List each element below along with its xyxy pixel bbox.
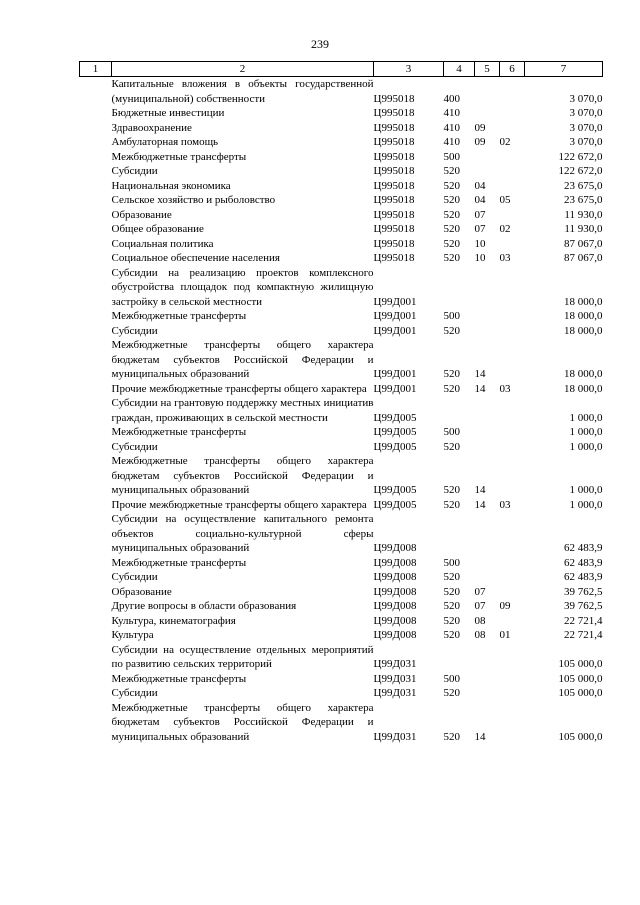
table-row	[80, 585, 603, 600]
row-name: Прочие межбюджетные трансферты общего характера	[111, 498, 367, 511]
budget-table	[79, 61, 603, 744]
row-code: Ц99Д008	[373, 542, 417, 554]
row-amount: 62 483,9	[564, 556, 603, 569]
row-subsection	[500, 512, 525, 556]
row-name: Культура	[111, 629, 154, 641]
row-section	[475, 324, 500, 339]
table-row	[80, 121, 603, 136]
row-name: Субсидии	[111, 687, 158, 699]
row-name: Межбюджетные трансферты	[111, 556, 247, 569]
row-name: Субсидии	[111, 324, 158, 337]
row-amount: 3 070,0	[569, 136, 603, 148]
row-amount: 23 675,0	[564, 179, 603, 192]
header-cell: 5	[475, 62, 500, 77]
row-section	[475, 440, 500, 455]
row-name: Национальная экономика	[111, 179, 231, 192]
row-amount: 105 000,0	[558, 672, 603, 685]
row-section	[475, 150, 500, 165]
row-code: Ц99Д001	[373, 295, 417, 308]
row-expense-type: 520	[443, 687, 460, 699]
table-row	[80, 512, 603, 556]
row-amount: 1 000,0	[569, 440, 603, 453]
row-name: Бюджетные инвестиции	[111, 107, 225, 119]
table-row	[80, 309, 603, 324]
row-subsection: 02	[499, 136, 511, 148]
row-code: Ц99Д008	[373, 556, 417, 569]
row-amount: 87 067,0	[564, 237, 603, 250]
row-expense-type: 500	[443, 556, 460, 569]
row-name: Амбулаторная помощь	[111, 136, 219, 148]
row-section: 07	[474, 208, 486, 221]
row-amount: 1 000,0	[569, 426, 603, 438]
row-expense-type: 520	[443, 252, 460, 264]
row-expense-type: 520	[443, 484, 460, 496]
table-row	[80, 338, 603, 382]
row-amount: 22 721,4	[564, 614, 603, 627]
row-section: 14	[474, 368, 486, 380]
row-amount: 11 930,0	[564, 208, 603, 221]
row-name: Субсидии	[111, 440, 158, 453]
table-row	[80, 556, 603, 571]
table-row	[80, 164, 603, 179]
header-row	[80, 62, 603, 77]
row-expense-type: 410	[443, 107, 460, 119]
table-row	[80, 425, 603, 440]
row-expense-type: 520	[443, 571, 460, 583]
row-name: Межбюджетные трансферты общего характера бюджетам субъектов Российской Федерации и муниципальных образований	[111, 339, 374, 380]
row-amount: 23 675,0	[564, 194, 603, 206]
row-code: Ц99Д008	[373, 600, 417, 612]
row-amount: 18 000,0	[564, 295, 603, 308]
row-name: Общее образование	[111, 223, 204, 235]
row-code: Ц995018	[373, 136, 415, 148]
row-code: Ц995018	[373, 223, 415, 235]
header-cell: 6	[500, 62, 525, 77]
row-subsection	[500, 440, 525, 455]
row-name: Здравоохранение	[111, 121, 192, 134]
row-code: Ц995018	[373, 165, 415, 177]
table-row	[80, 686, 603, 701]
row-subsection	[500, 585, 525, 600]
row-expense-type: 520	[443, 730, 460, 743]
row-name: Межбюджетные трансферты	[111, 310, 247, 322]
row-subsection	[500, 701, 525, 745]
row-expense-type: 410	[443, 121, 460, 134]
row-expense-type: 410	[443, 136, 460, 148]
table-row	[80, 628, 603, 643]
row-code: Ц99Д008	[373, 585, 417, 598]
row-section: 09	[474, 136, 486, 148]
row-section: 07	[474, 223, 486, 235]
row-code: Ц995018	[373, 208, 415, 221]
table-row	[80, 193, 603, 208]
header-cell: 4	[444, 62, 475, 77]
table-row	[80, 498, 603, 513]
row-code: Ц99Д005	[373, 440, 417, 453]
row-subsection	[500, 396, 525, 425]
row-expense-type: 520	[443, 237, 460, 250]
row-code: Ц995018	[373, 121, 415, 134]
row-name: Субсидии	[111, 165, 158, 177]
row-section	[475, 556, 500, 571]
row-expense-type	[444, 266, 475, 310]
row-subsection	[500, 556, 525, 571]
row-subsection	[500, 672, 525, 687]
row-subsection	[500, 309, 525, 324]
row-subsection	[500, 570, 525, 585]
row-amount: 105 000,0	[558, 730, 603, 743]
row-section: 04	[474, 179, 486, 192]
row-expense-type	[444, 512, 475, 556]
row-subsection	[500, 208, 525, 223]
row-code: Ц99Д031	[373, 687, 417, 699]
row-section: 14	[474, 730, 486, 743]
row-subsection	[500, 77, 525, 107]
row-subsection	[500, 338, 525, 382]
row-code: Ц995018	[373, 107, 415, 119]
row-amount: 87 067,0	[564, 252, 603, 264]
row-subsection: 03	[499, 498, 511, 511]
row-subsection	[500, 324, 525, 339]
row-name: Капитальные вложения в объекты государственной (муниципальной) собственности	[111, 78, 374, 105]
row-name: Образование	[111, 585, 172, 598]
row-expense-type: 400	[443, 92, 460, 105]
table-row	[80, 135, 603, 150]
row-code: Ц99Д005	[373, 426, 417, 438]
row-amount: 1 000,0	[569, 498, 603, 511]
table-row	[80, 222, 603, 237]
page-number: 239	[311, 37, 329, 51]
row-expense-type: 500	[443, 310, 460, 322]
table-row	[80, 454, 603, 498]
row-section: 10	[474, 237, 486, 250]
row-expense-type: 500	[443, 150, 460, 163]
row-amount: 3 070,0	[569, 92, 603, 105]
row-section: 07	[474, 585, 486, 598]
row-subsection	[500, 164, 525, 179]
row-subsection	[500, 643, 525, 672]
table-row	[80, 382, 603, 397]
row-subsection	[500, 614, 525, 629]
row-name: Прочие межбюджетные трансферты общего характера	[111, 382, 367, 395]
row-code: Ц99Д001	[373, 324, 417, 337]
row-code: Ц995018	[373, 194, 415, 206]
row-section	[475, 570, 500, 585]
row-subsection	[500, 121, 525, 136]
row-name: Субсидии на реализацию проектов комплексного обустройства площадок под компактную жилищную застройку в сельской местности	[111, 266, 374, 308]
row-amount: 18 000,0	[564, 382, 603, 395]
row-section: 14	[474, 382, 486, 395]
row-subsection: 09	[499, 600, 511, 612]
row-expense-type: 520	[443, 440, 460, 453]
table-row	[80, 106, 603, 121]
row-amount: 11 930,0	[564, 223, 603, 235]
row-expense-type: 520	[443, 324, 460, 337]
row-amount: 105 000,0	[558, 658, 603, 670]
row-name: Другие вопросы в области образования	[111, 600, 297, 612]
row-name: Субсидии	[111, 571, 158, 583]
row-expense-type: 520	[443, 208, 460, 221]
table-row	[80, 266, 603, 310]
row-code: Ц99Д031	[373, 672, 417, 685]
table-row	[80, 179, 603, 194]
row-amount: 62 483,9	[564, 542, 603, 554]
row-code: Ц99Д005	[373, 484, 417, 496]
table-row	[80, 237, 603, 252]
row-section	[475, 686, 500, 701]
row-section: 14	[474, 498, 486, 511]
row-amount: 18 000,0	[564, 324, 603, 337]
row-name: Социальное обеспечение населения	[111, 252, 280, 264]
row-subsection	[500, 686, 525, 701]
row-amount: 62 483,9	[564, 571, 603, 583]
row-expense-type: 520	[443, 165, 460, 177]
row-section	[475, 643, 500, 672]
header-cell: 1	[80, 62, 112, 77]
row-amount: 122 672,0	[558, 165, 603, 177]
row-section	[475, 164, 500, 179]
row-code: Ц99Д005	[373, 411, 417, 424]
table-row	[80, 672, 603, 687]
row-code: Ц995018	[373, 150, 415, 163]
row-amount: 39 762,5	[564, 585, 603, 598]
table-row	[80, 440, 603, 455]
row-name: Межбюджетные трансферты общего характера бюджетам субъектов Российской Федерации и муниципальных образований	[111, 701, 374, 743]
row-expense-type: 520	[443, 629, 460, 641]
row-expense-type: 520	[443, 194, 460, 206]
table-row	[80, 599, 603, 614]
row-expense-type: 520	[443, 585, 460, 598]
table-row	[80, 324, 603, 339]
row-code: Ц995018	[373, 237, 415, 250]
row-subsection	[500, 266, 525, 310]
table-row	[80, 614, 603, 629]
row-subsection	[500, 454, 525, 498]
row-name: Социальная политика	[111, 237, 214, 250]
row-name: Межбюджетные трансферты	[111, 672, 247, 685]
row-subsection: 03	[499, 382, 511, 395]
row-amount: 3 070,0	[569, 107, 603, 119]
row-expense-type: 520	[443, 498, 460, 511]
row-code: Ц99Д001	[373, 310, 417, 322]
row-amount: 18 000,0	[564, 368, 603, 380]
row-subsection	[500, 425, 525, 440]
row-subsection	[500, 106, 525, 121]
row-section	[475, 106, 500, 121]
header-cell: 2	[112, 62, 374, 77]
row-expense-type: 520	[443, 368, 460, 380]
table-row	[80, 643, 603, 672]
table-row	[80, 701, 603, 745]
row-expense-type: 520	[443, 600, 460, 612]
table-row	[80, 396, 603, 425]
row-expense-type	[444, 643, 475, 672]
row-amount: 105 000,0	[558, 687, 603, 699]
header-cell: 7	[525, 62, 603, 77]
row-subsection: 05	[499, 194, 511, 206]
row-section: 08	[474, 629, 486, 641]
row-amount: 22 721,4	[564, 629, 603, 641]
row-code: Ц99Д008	[373, 629, 417, 641]
row-name: Сельское хозяйство и рыболовство	[111, 194, 276, 206]
row-section: 10	[474, 252, 486, 264]
row-code: Ц99Д031	[373, 658, 417, 670]
header-cell: 3	[374, 62, 444, 77]
row-code: Ц99Д008	[373, 614, 417, 627]
row-subsection	[500, 150, 525, 165]
row-code: Ц99Д005	[373, 498, 417, 511]
row-amount: 3 070,0	[569, 121, 603, 134]
row-section: 08	[474, 614, 486, 627]
row-section	[475, 512, 500, 556]
row-section	[475, 672, 500, 687]
row-expense-type: 520	[443, 614, 460, 627]
row-subsection: 02	[499, 223, 511, 235]
row-section	[475, 266, 500, 310]
row-name: Межбюджетные трансферты	[111, 150, 247, 163]
row-name: Образование	[111, 208, 172, 221]
row-amount: 39 762,5	[564, 600, 603, 612]
row-expense-type: 520	[443, 179, 460, 192]
row-code: Ц995018	[373, 179, 415, 192]
row-section	[475, 396, 500, 425]
row-amount: 1 000,0	[569, 484, 603, 496]
row-name: Субсидии на осуществление капитального ремонта объектов социально-культурной сферы муниципальных образований	[111, 513, 374, 554]
row-subsection: 01	[499, 629, 511, 641]
row-subsection	[500, 179, 525, 194]
row-section	[475, 309, 500, 324]
row-section: 07	[474, 600, 486, 612]
row-expense-type	[444, 396, 475, 425]
row-section: 04	[474, 194, 486, 206]
row-section	[475, 425, 500, 440]
row-amount: 18 000,0	[564, 310, 603, 322]
row-name: Субсидии на грантовую поддержку местных инициатив граждан, проживающих в сельской местности	[111, 397, 374, 424]
row-expense-type: 500	[443, 672, 460, 685]
row-expense-type: 520	[443, 223, 460, 235]
row-name: Межбюджетные трансферты общего характера бюджетам субъектов Российской Федерации и муниципальных образований	[111, 455, 374, 496]
table-row	[80, 570, 603, 585]
row-subsection: 03	[499, 252, 511, 264]
row-amount: 122 672,0	[558, 150, 603, 163]
table-row	[80, 208, 603, 223]
table-row	[80, 150, 603, 165]
row-code: Ц99Д008	[373, 571, 417, 583]
row-expense-type: 520	[443, 382, 460, 395]
row-code: Ц995018	[373, 92, 415, 105]
row-code: Ц99Д001	[373, 368, 417, 380]
row-subsection	[500, 237, 525, 252]
row-section: 14	[474, 484, 486, 496]
row-code: Ц995018	[373, 252, 415, 264]
row-code: Ц99Д031	[373, 730, 417, 743]
row-code: Ц99Д001	[373, 382, 417, 395]
row-section: 09	[474, 121, 486, 134]
row-name: Культура, кинематография	[111, 614, 236, 627]
table-row	[80, 77, 603, 107]
row-name: Межбюджетные трансферты	[111, 426, 247, 438]
row-amount: 1 000,0	[569, 411, 603, 424]
row-section	[475, 77, 500, 107]
row-expense-type: 500	[443, 426, 460, 438]
table-row	[80, 251, 603, 266]
row-name: Субсидии на осуществление отдельных мероприятий по развитию сельских территорий	[111, 643, 374, 670]
